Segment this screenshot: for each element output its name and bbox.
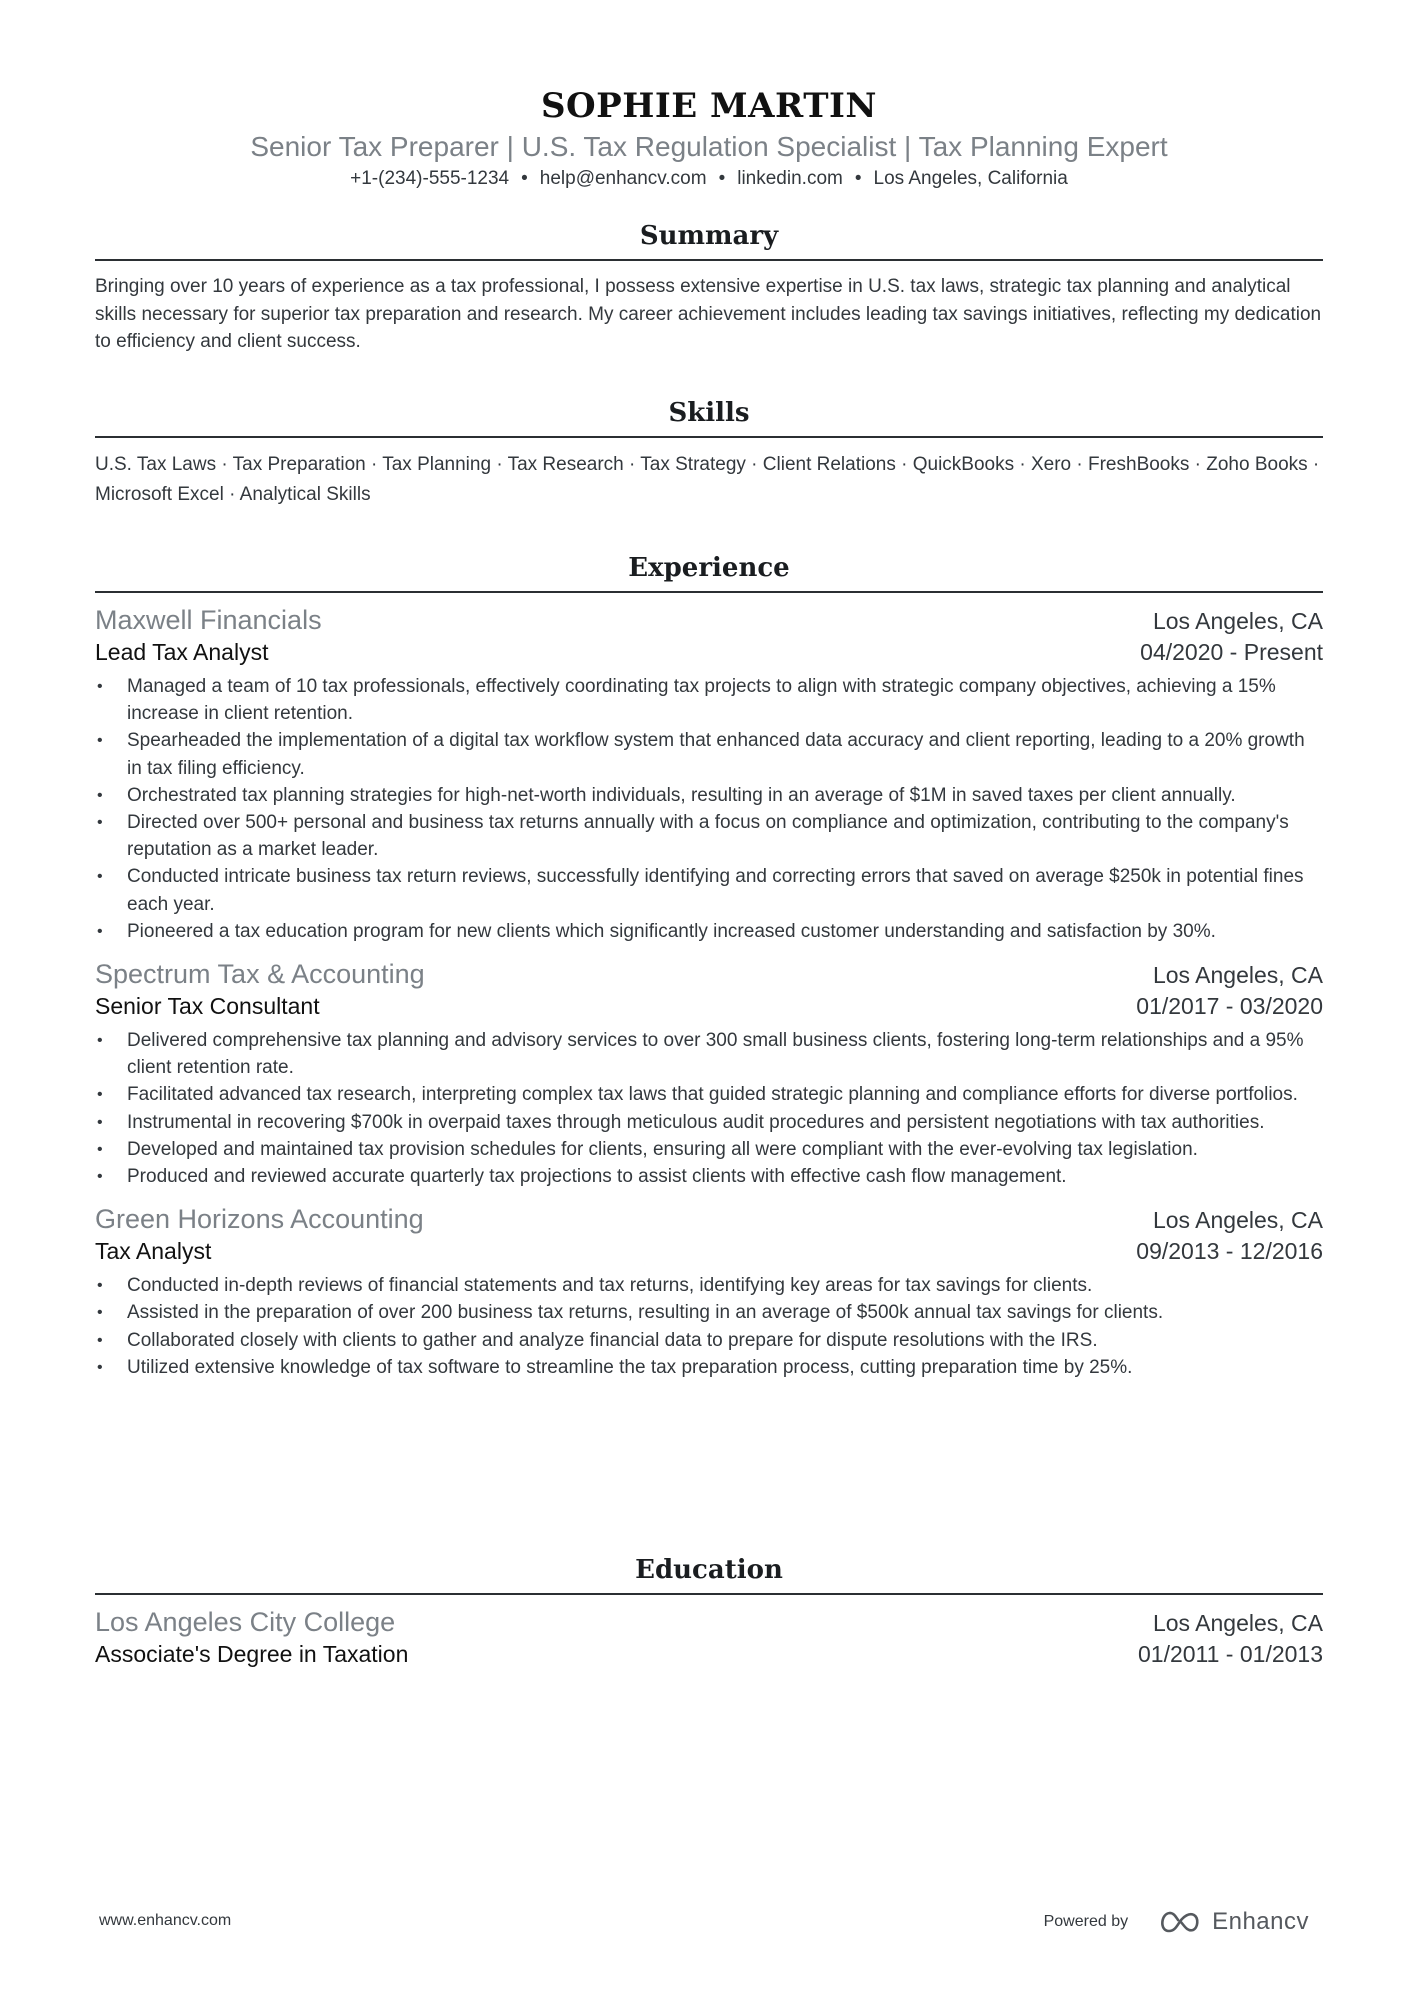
- job-role: Lead Tax Analyst: [95, 639, 269, 665]
- job-entry: [95, 603, 1323, 945]
- job-role: Senior Tax Consultant: [95, 993, 320, 1020]
- contact-phone: +1-(234)-555-1234: [350, 168, 510, 189]
- job-bullet: • Developed and maintained tax provision schedules for clients, ensuring all were compliant with the ever-evolving tax legislation.: [95, 1136, 1323, 1163]
- job-bullet: • Spearheaded the implementation of a digital tax workflow system that enhanced data accuracy and client reporting, leading to a 20% growth in tax filing efficiency.: [95, 727, 1323, 781]
- job-bullets: [95, 1027, 1323, 1190]
- education-location: Los Angeles, CA: [1152, 1610, 1323, 1636]
- job-location: Los Angeles, CA: [1152, 1207, 1323, 1234]
- job-company: Green Horizons Accounting: [95, 1204, 424, 1235]
- contact-line: [95, 166, 1323, 192]
- contact-email[interactable]: help@enhancv.com: [539, 168, 707, 189]
- enhancv-brand-name: Enhancv: [1212, 1908, 1309, 1935]
- job-bullet: • Utilized extensive knowledge of tax software to streamline the tax preparation process, cutting preparation time by 25%.: [95, 1354, 1323, 1381]
- contact-separator: •: [854, 168, 862, 189]
- job-location: Los Angeles, CA: [1152, 962, 1323, 989]
- education-degree: Associate's Degree in Taxation: [95, 1641, 409, 1667]
- candidate-title: Senior Tax Preparer | U.S. Tax Regulation Specialist | Tax Planning Expert: [250, 131, 1168, 162]
- resume-page: [95, 0, 1323, 1995]
- resume-header: [95, 84, 1323, 192]
- job-bullet: • Collaborated closely with clients to gather and analyze financial data to prepare for dispute resolutions with the IRS.: [95, 1327, 1323, 1354]
- job-bullets: [95, 1272, 1323, 1381]
- education-school: Los Angeles City College: [95, 1607, 396, 1637]
- section-divider: [95, 591, 1323, 593]
- page-footer: [95, 1908, 1323, 1938]
- job-entry: [95, 1202, 1323, 1381]
- section-divider: [95, 259, 1323, 261]
- section-divider: [95, 1593, 1323, 1595]
- job-bullet: • Facilitated advanced tax research, interpreting complex tax laws that guided strategic planning and compliance efforts for diverse portfolios.: [95, 1081, 1323, 1108]
- job-dates: 09/2013 - 12/2016: [1136, 1238, 1323, 1265]
- contact-location: Los Angeles, California: [873, 168, 1068, 189]
- job-company: Maxwell Financials: [95, 605, 322, 635]
- contact-separator: •: [718, 168, 726, 189]
- education-section: [95, 1553, 1323, 1669]
- job-bullet: • Conducted in-depth reviews of financial statements and tax returns, identifying key areas for tax savings for clients.: [95, 1272, 1323, 1299]
- candidate-name: SOPHIE MARTIN: [541, 86, 877, 126]
- job-bullet: • Managed a team of 10 tax professionals, effectively coordinating tax projects to align with strategic company objectives, achieving a 15% increase in client retention.: [95, 673, 1323, 727]
- powered-by-label: Powered by: [1043, 1913, 1129, 1930]
- contact-linkedin[interactable]: linkedin.com: [737, 168, 843, 189]
- job-bullets: [95, 673, 1323, 945]
- job-bullet: • Produced and reviewed accurate quarterly tax projections to assist clients with effective cash flow management.: [95, 1163, 1323, 1190]
- job-entry: [95, 957, 1323, 1190]
- footer-brand[interactable]: [1044, 1908, 1309, 1936]
- summary-text: Bringing over 10 years of experience as a tax professional, I possess extensive expertise in U.S. tax laws, strategic tax planning and analytical skills necessary for superior tax preparation and research. My career achievement includes leading tax savings initiatives, reflecting my dedication to efficiency and client success.: [95, 276, 1322, 352]
- job-bullet: • Orchestrated tax planning strategies for high-net-worth individuals, resulting in an average of $1M in saved taxes per client annually.: [95, 782, 1323, 809]
- skills-heading: Skills: [668, 398, 750, 428]
- summary-section: [95, 219, 1323, 356]
- job-role: Tax Analyst: [95, 1238, 212, 1265]
- section-divider: [95, 436, 1323, 438]
- footer-url[interactable]: www.enhancv.com: [99, 1912, 232, 1929]
- job-bullet: • Assisted in the preparation of over 200 business tax returns, resulting in an average of $500k annual tax savings for clients.: [95, 1299, 1323, 1326]
- skills-section: [95, 396, 1323, 510]
- job-company: Spectrum Tax & Accounting: [95, 959, 425, 990]
- job-bullet: • Directed over 500+ personal and business tax returns annually with a focus on compliance and optimization, contributing to the company's reputation as a market leader.: [95, 809, 1323, 863]
- job-bullet: • Conducted intricate business tax return reviews, successfully identifying and correcting errors that saved on average $250k in potential fines each year.: [95, 863, 1323, 917]
- education-dates: 01/2011 - 01/2013: [1137, 1641, 1323, 1667]
- job-dates: 01/2017 - 03/2020: [1136, 993, 1323, 1020]
- job-bullet: • Delivered comprehensive tax planning and advisory services to over 300 small business clients, fostering long-term relationships and a 95% client retention rate.: [95, 1027, 1323, 1081]
- skills-text: U.S. Tax Laws · Tax Preparation · Tax Planning · Tax Research · Tax Strategy · Client Relations · QuickBooks · Xero · FreshBooks · Zoho Books · Microsoft Excel · Analytical Skills: [95, 454, 1320, 505]
- contact-separator: •: [521, 168, 528, 189]
- job-bullet: • Instrumental in recovering $700k in overpaid taxes through meticulous audit procedures and persistent negotiations with tax authorities.: [95, 1109, 1323, 1136]
- job-location: Los Angeles, CA: [1152, 608, 1323, 634]
- experience-section: [95, 551, 1323, 1381]
- job-bullet: • Pioneered a tax education program for new clients which significantly increased customer understanding and satisfaction by 30%.: [95, 918, 1323, 945]
- experience-heading: Experience: [628, 553, 790, 583]
- education-heading: Education: [635, 1555, 783, 1585]
- summary-heading: Summary: [639, 221, 779, 251]
- enhancv-logo-icon: [1156, 1909, 1204, 1935]
- job-dates: 04/2020 - Present: [1140, 639, 1323, 665]
